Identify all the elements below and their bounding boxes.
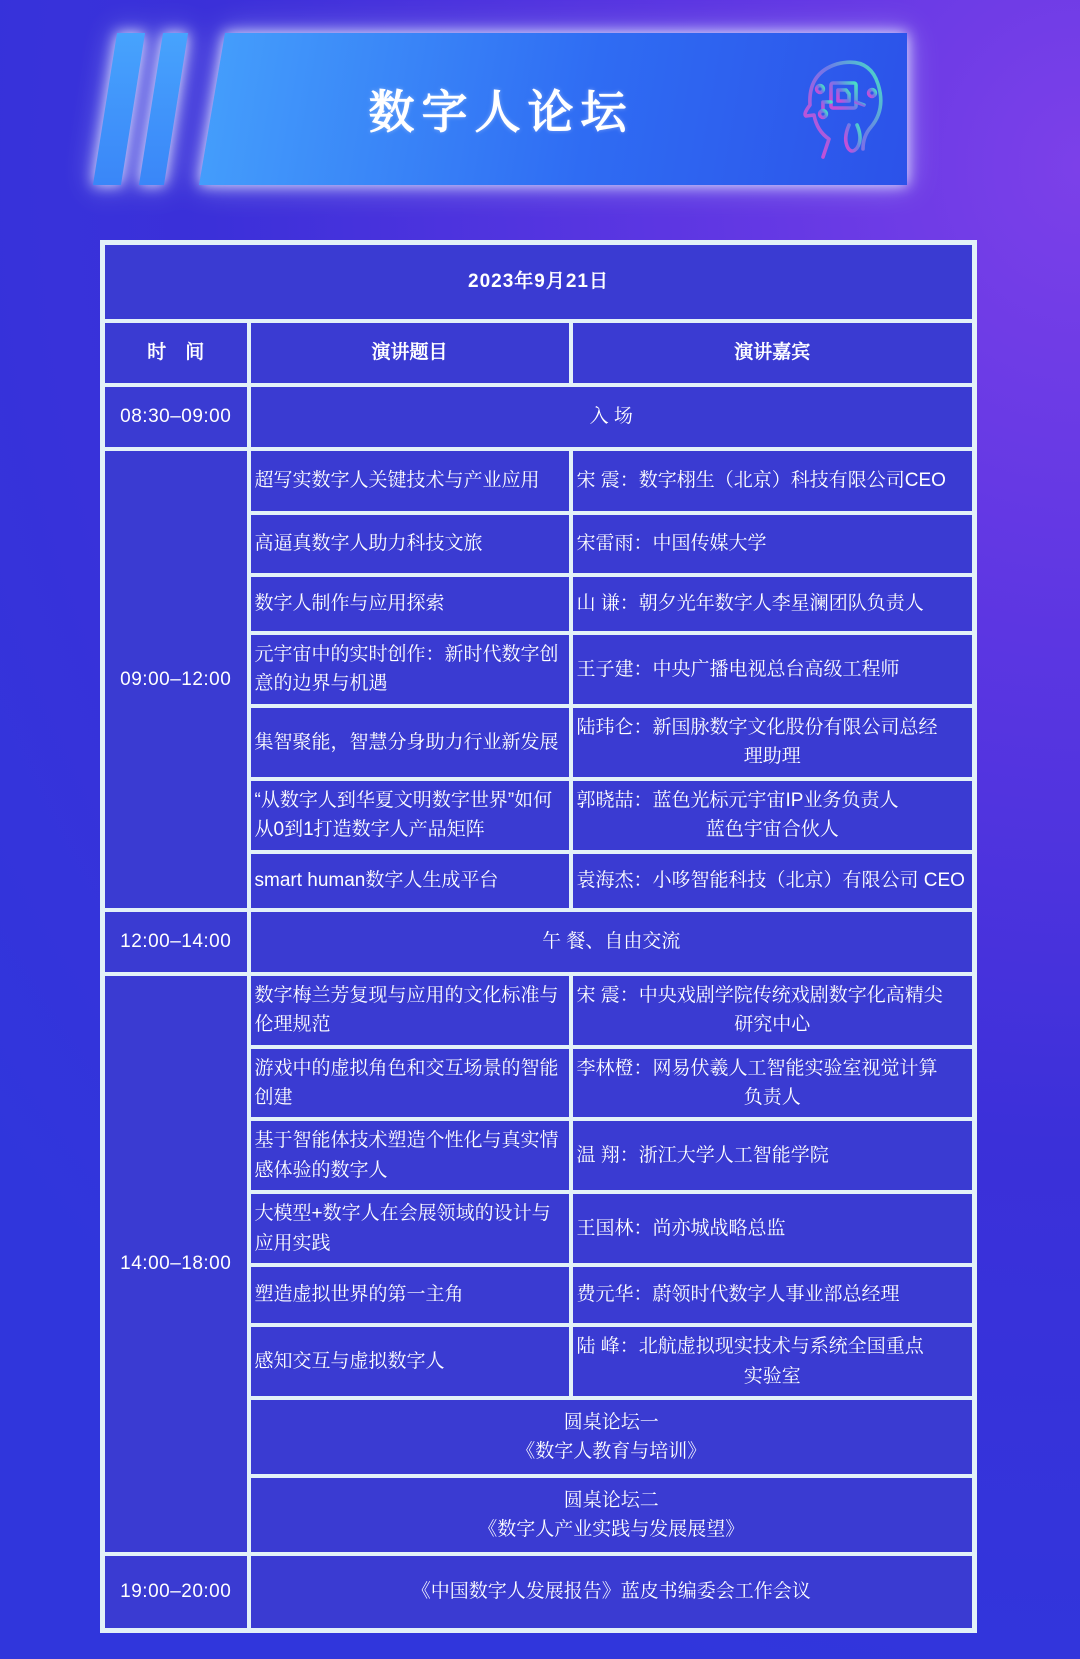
table-row (103, 1554, 975, 1631)
talk-speaker: 宋 震：数字栩生（北京）科技有限公司CEO (571, 449, 975, 513)
talk-title: 感知交互与虚拟数字人 (249, 1325, 571, 1398)
talk-speaker: 王国林：尚亦城战略总监 (571, 1192, 975, 1265)
roundtable-1 (249, 1398, 975, 1476)
roundtable-topic: 《数字人产业实践与发展展望》 (478, 1519, 745, 1540)
entry-label: 入 场 (249, 385, 975, 449)
talk-speaker (571, 974, 975, 1047)
speaker-line1: 李林橙：网易伏羲人工智能实验室视觉计算 (576, 1057, 938, 1079)
speaker-line2: 负责人 (743, 1086, 801, 1108)
talk-speaker: 山 谦：朝夕光年数字人李星澜团队负责人 (571, 575, 975, 633)
speaker-line1: 陆玮仑：新国脉数字文化股份有限公司总经 (576, 716, 938, 738)
speaker-line1: 陆 峰：北航虚拟现实技术与系统全国重点 (576, 1336, 924, 1358)
talk-title: 塑造虚拟世界的第一主角 (249, 1265, 571, 1325)
speaker-line2: 蓝色宇宙合伙人 (705, 819, 839, 841)
column-header-time: 时 间 (103, 321, 249, 385)
talk-speaker: 温 翔：浙江大学人工智能学院 (571, 1119, 975, 1192)
talk-speaker: 宋雷雨：中国传媒大学 (571, 513, 975, 575)
session-time-morning: 09:00–12:00 (103, 449, 249, 910)
speaker-line2: 理助理 (743, 746, 801, 768)
talk-speaker: 袁海杰：小哆智能科技（北京）有限公司 CEO (571, 852, 975, 910)
talk-speaker (571, 1047, 975, 1120)
session-time: 12:00–14:00 (103, 910, 249, 974)
digital-head-icon (787, 53, 887, 165)
talk-title: 元宇宙中的实时创作：新时代数字创意的边界与机遇 (249, 633, 571, 706)
column-header-title: 演讲题目 (249, 321, 571, 385)
speaker-line2: 研究中心 (734, 1014, 811, 1036)
talk-speaker (571, 1325, 975, 1398)
session-time: 08:30–09:00 (103, 385, 249, 449)
talk-speaker (571, 706, 975, 779)
session-time: 19:00–20:00 (103, 1554, 249, 1631)
evening-label: 《中国数字人发展报告》蓝皮书编委会工作会议 (249, 1554, 975, 1631)
talk-title: “从数字人到华夏文明数字世界”如何从0到1打造数字人产品矩阵 (249, 779, 571, 852)
lunch-label: 午 餐、自由交流 (249, 910, 975, 974)
talk-speaker: 费元华：蔚领时代数字人事业部总经理 (571, 1265, 975, 1325)
talk-title: 游戏中的虚拟角色和交互场景的智能创建 (249, 1047, 571, 1120)
talk-speaker (571, 779, 975, 852)
date-header: 2023年9月21日 (103, 243, 975, 322)
schedule-table (100, 240, 977, 1633)
talk-title: 数字梅兰芳复现与应用的文化标准与伦理规范 (249, 974, 571, 1047)
roundtable-name: 圆桌论坛一 (563, 1411, 659, 1433)
column-header-speaker: 演讲嘉宾 (571, 321, 975, 385)
talk-title: 大模型+数字人在会展领域的设计与应用实践 (249, 1192, 571, 1265)
talk-speaker: 王子建：中央广播电视总台高级工程师 (571, 633, 975, 706)
table-row (103, 449, 975, 513)
forum-title: 数字人论坛 (368, 86, 634, 138)
roundtable-2 (249, 1476, 975, 1554)
roundtable-name: 圆桌论坛二 (563, 1489, 659, 1511)
roundtable-topic: 《数字人教育与培训》 (516, 1441, 707, 1462)
talk-title: 数字人制作与应用探索 (249, 575, 571, 633)
talk-title: smart human数字人生成平台 (249, 852, 571, 910)
speaker-line2: 实验室 (743, 1365, 801, 1387)
talk-title: 超写实数字人关键技术与产业应用 (249, 449, 571, 513)
header-banner (95, 33, 907, 185)
session-time-afternoon: 14:00–18:00 (103, 974, 249, 1554)
table-row (103, 974, 975, 1047)
table-row (103, 385, 975, 449)
speaker-line1: 郭晓喆：蓝色光标元宇宙IP业务负责人 (576, 789, 899, 811)
speaker-line1: 宋 震：中央戏剧学院传统戏剧数字化高精尖 (576, 984, 943, 1006)
table-row (103, 910, 975, 974)
talk-title: 集智聚能，智慧分身助力行业新发展 (249, 706, 571, 779)
talk-title: 基于智能体技术塑造个性化与真实情感体验的数字人 (249, 1119, 571, 1192)
talk-title: 高逼真数字人助力科技文旅 (249, 513, 571, 575)
